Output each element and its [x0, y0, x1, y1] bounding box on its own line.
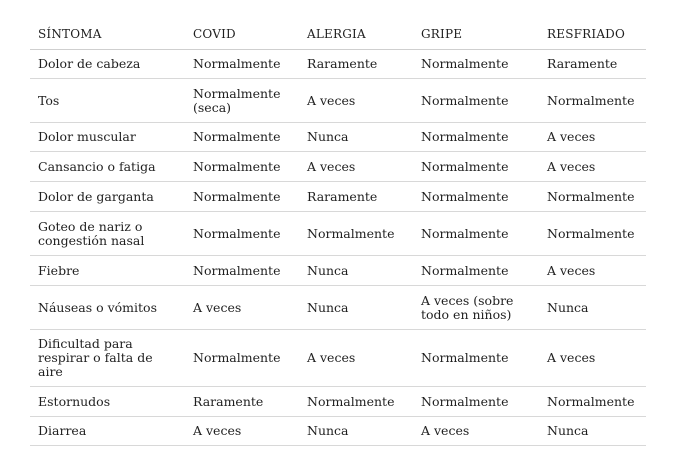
cold-cell: Raramente — [539, 50, 646, 79]
header-allergy: ALERGIA — [299, 18, 413, 50]
table-row — [30, 256, 646, 286]
header-row — [30, 18, 646, 50]
flu-cell: Normalmente — [413, 330, 539, 387]
covid-cell: Normalmente (seca) — [185, 79, 299, 123]
cold-cell: A veces — [539, 330, 646, 387]
allergy-cell: Nunca — [299, 123, 413, 152]
table-row — [30, 417, 646, 446]
table-row — [30, 50, 646, 79]
symptom-comparison-table-container — [30, 18, 646, 446]
covid-cell: A veces — [185, 417, 299, 446]
header-covid: COVID — [185, 18, 299, 50]
allergy-cell: Nunca — [299, 286, 413, 330]
symptom-cell: Tos — [30, 79, 185, 123]
symptom-cell: Dolor de garganta — [30, 182, 185, 212]
table-row — [30, 182, 646, 212]
symptom-cell: Dificultad para respirar o falta de aire — [30, 330, 185, 387]
covid-cell: Normalmente — [185, 152, 299, 182]
table-row — [30, 152, 646, 182]
symptom-cell: Diarrea — [30, 417, 185, 446]
covid-cell: Normalmente — [185, 256, 299, 286]
symptom-cell: Cansancio o fatiga — [30, 152, 185, 182]
allergy-cell: Normalmente — [299, 212, 413, 256]
allergy-cell: Normalmente — [299, 387, 413, 417]
flu-cell: Normalmente — [413, 79, 539, 123]
flu-cell: Normalmente — [413, 256, 539, 286]
flu-cell: Normalmente — [413, 212, 539, 256]
covid-cell: Normalmente — [185, 182, 299, 212]
symptom-cell: Náuseas o vómitos — [30, 286, 185, 330]
flu-cell: A veces (sobre todo en niños) — [413, 286, 539, 330]
flu-cell: A veces — [413, 417, 539, 446]
cold-cell: A veces — [539, 256, 646, 286]
header-cold: RESFRIADO — [539, 18, 646, 50]
cold-cell: Nunca — [539, 417, 646, 446]
header-flu: GRIPE — [413, 18, 539, 50]
symptom-cell: Fiebre — [30, 256, 185, 286]
flu-cell: Normalmente — [413, 152, 539, 182]
cold-cell: A veces — [539, 123, 646, 152]
allergy-cell: Raramente — [299, 182, 413, 212]
table-header — [30, 18, 646, 50]
table-row — [30, 387, 646, 417]
covid-cell: Normalmente — [185, 50, 299, 79]
cold-cell: Normalmente — [539, 182, 646, 212]
allergy-cell: Nunca — [299, 256, 413, 286]
cold-cell: Normalmente — [539, 387, 646, 417]
covid-cell: A veces — [185, 286, 299, 330]
table-row — [30, 286, 646, 330]
allergy-cell: Nunca — [299, 417, 413, 446]
flu-cell: Normalmente — [413, 123, 539, 152]
covid-cell: Raramente — [185, 387, 299, 417]
symptom-cell: Goteo de nariz o congestión nasal — [30, 212, 185, 256]
table-row — [30, 79, 646, 123]
table-row — [30, 123, 646, 152]
cold-cell: Normalmente — [539, 212, 646, 256]
cold-cell: A veces — [539, 152, 646, 182]
flu-cell: Normalmente — [413, 182, 539, 212]
table-row — [30, 330, 646, 387]
flu-cell: Normalmente — [413, 50, 539, 79]
covid-cell: Normalmente — [185, 330, 299, 387]
cold-cell: Normalmente — [539, 79, 646, 123]
header-symptom: SÍNTOMA — [30, 18, 185, 50]
covid-cell: Normalmente — [185, 123, 299, 152]
symptom-cell: Dolor de cabeza — [30, 50, 185, 79]
symptom-comparison-table — [30, 18, 646, 446]
allergy-cell: A veces — [299, 152, 413, 182]
cold-cell: Nunca — [539, 286, 646, 330]
covid-cell: Normalmente — [185, 212, 299, 256]
allergy-cell: A veces — [299, 79, 413, 123]
flu-cell: Normalmente — [413, 387, 539, 417]
allergy-cell: A veces — [299, 330, 413, 387]
symptom-cell: Dolor muscular — [30, 123, 185, 152]
symptom-cell: Estornudos — [30, 387, 185, 417]
allergy-cell: Raramente — [299, 50, 413, 79]
table-body — [30, 50, 646, 446]
table-row — [30, 212, 646, 256]
